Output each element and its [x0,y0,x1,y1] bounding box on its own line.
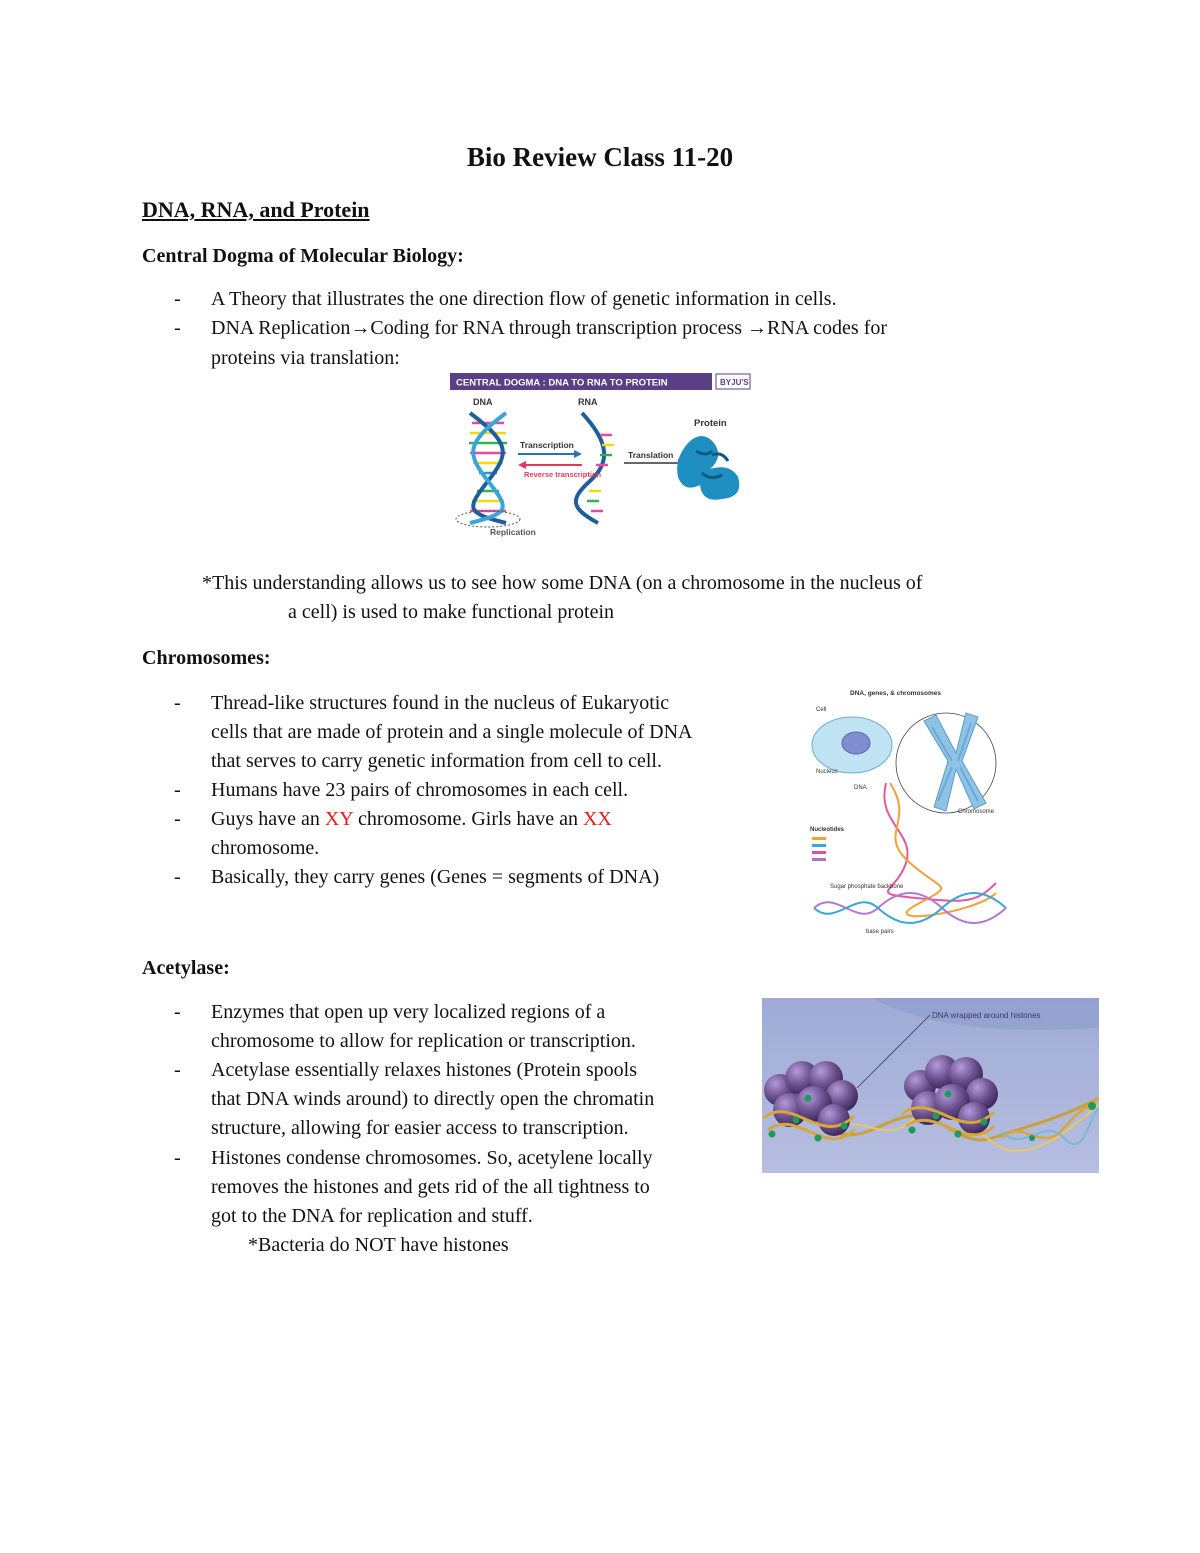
bullet-dash: - [174,1001,181,1023]
chromosomes-bullet-2: Humans have 23 pairs of chromosomes in each cell. [211,779,629,801]
subheading-central-dogma: Central Dogma of Molecular Biology: [142,245,464,267]
chromosome-figure-title: DNA, genes, & chromosomes [850,690,942,697]
central-dogma-bullet-1: A Theory that illustrates the one direction flow of genetic information in cells. [211,288,837,310]
bullet-dash: - [174,808,181,830]
histone-figure [762,998,1099,1173]
xy-highlight: XY [324,808,354,830]
bullet-dash: - [174,779,181,801]
central-dogma-bullet-2-line-2: proteins via translation: [211,347,400,369]
chromosomes-heading: Chromosomes: [142,647,271,669]
label-dna: DNA [473,397,493,407]
acetylase-note: *Bacteria do NOT have histones [248,1234,509,1256]
central-dogma-note-line-2: a cell) is used to make functional protein [288,601,615,623]
label-dna-wrapped: DNA wrapped around histones [932,1011,1041,1020]
chromosomes-bullet-1-line-1: Thread-like structures found in the nucleus of Eukaryotic [211,692,670,714]
chromosome-figure [806,683,1010,936]
acetylase-bullet-3-line-3: got to the DNA for replication and stuff. [211,1205,533,1227]
bullet-dash: - [174,1059,181,1081]
bullet-dash: - [174,692,181,714]
central-dogma-note-line-1: *This understanding allows us to see how some DNA (on a chromosome in the nucleus of [202,572,923,594]
label-chromosome: Chromosome [958,809,995,815]
chromosomes-bullet-3-line-1 [211,805,612,835]
acetylase-bullet-2-line-2: that DNA winds around) to directly open the chromatin [211,1088,655,1110]
label-cell: Cell [816,707,827,713]
label-backbone: Sugar phosphate backbone [830,884,904,890]
central-dogma-figure [450,373,752,543]
label-base-pairs: base pairs [866,929,894,935]
label-dna-strand: DNA [854,785,867,791]
bullet-dash: - [174,866,181,888]
byjus-logo: BYJU'S [720,378,749,387]
label-transcription: Transcription [520,440,574,450]
bullet-dash: - [174,1147,181,1169]
label-translation: Translation [628,450,674,460]
central-dogma-bullet-2-line-1: DNA Replication→Coding for RNA through transcription process →RNA codes for [211,317,888,339]
acetylase-bullet-2-line-1: Acetylase essentially relaxes histones (Protein spools [211,1059,638,1081]
figure-banner-text: CENTRAL DOGMA : DNA TO RNA TO PROTEIN [456,377,668,389]
section-heading-dna-rna-protein: DNA, RNA, and Protein [142,197,370,222]
chromosomes-bullet-3-text-a: Guys have an [211,808,325,830]
acetylase-bullet-3-line-2: removes the histones and gets rid of the all tightness to [211,1176,650,1198]
acetylase-heading: Acetylase: [142,957,230,979]
label-protein: Protein [694,418,727,429]
bullet-dash: - [174,288,181,310]
chromosomes-bullet-3-line-2: chromosome. [211,837,320,859]
label-reverse-transcription: Reverse transcription [524,470,602,479]
label-nucleotides: Nucleotides [810,827,845,833]
chromosomes-bullet-1-line-2: cells that are made of protein and a single molecule of DNA [211,721,693,743]
acetylase-bullet-1-line-2: chromosome to allow for replication or transcription. [211,1030,636,1052]
bullet-dash: - [174,317,181,339]
chromosomes-bullet-1-line-3: that serves to carry genetic information from cell to cell. [211,750,662,772]
label-replication: Replication [490,527,536,537]
acetylase-bullet-3-line-1: Histones condense chromosomes. So, acetylene locally [211,1147,653,1169]
chromosomes-bullet-4: Basically, they carry genes (Genes = segments of DNA) [211,866,660,888]
chromosomes-bullet-3-text-b: chromosome. Girls have an [353,808,583,830]
xx-highlight: XX [582,808,612,830]
label-nucleus: Nucleus [816,769,838,775]
acetylase-bullet-2-line-3: structure, allowing for easier access to transcription. [211,1117,629,1139]
label-rna: RNA [578,397,598,407]
acetylase-bullet-1-line-1: Enzymes that open up very localized regions of a [211,1001,606,1023]
page-title: Bio Review Class 11-20 [466,142,734,172]
